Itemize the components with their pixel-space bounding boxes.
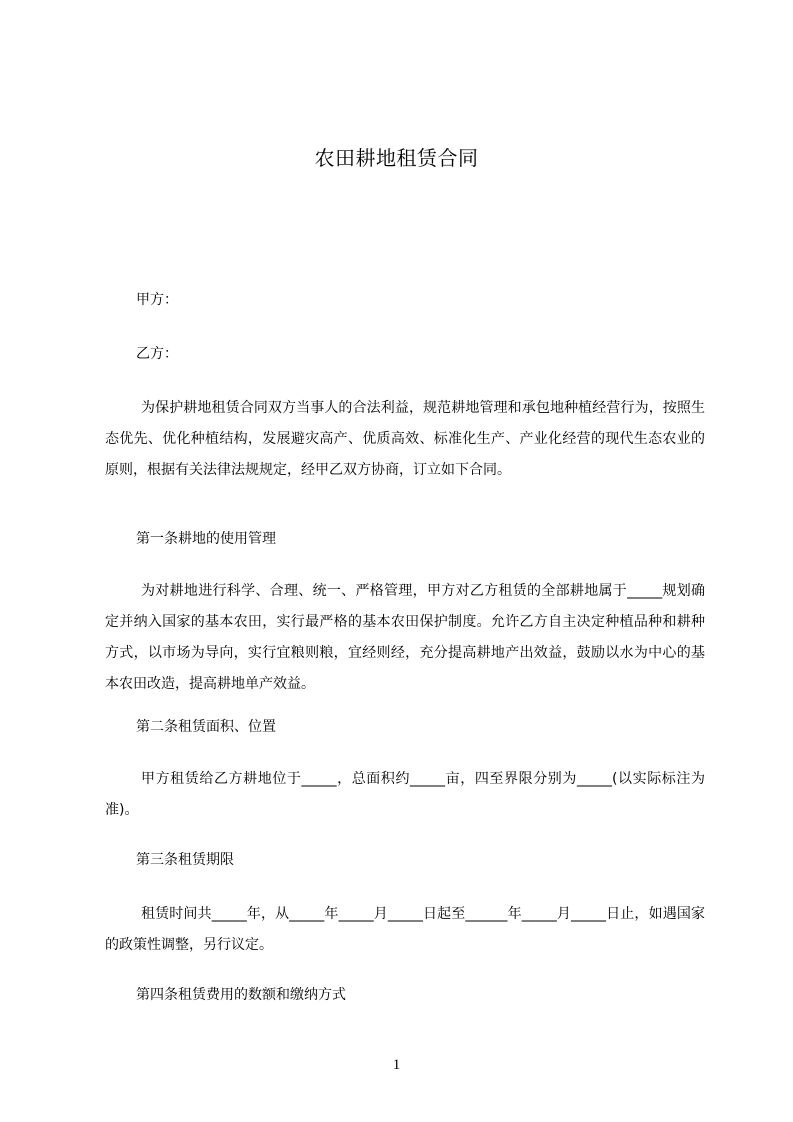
document-title: 农田耕地租赁合同 [314,146,479,170]
article-2-body: 甲方租赁给乙方耕地位于_____，总面积约_____亩，四至界限分别为_____(以实际标注为准)。 [105,771,705,818]
article-1-body: 为对耕地进行科学、合理、统一、严格管理，甲方对乙方租赁的全部耕地属于_____规划确定并纳入国家的基本农田，实行最严格的基本农田保护制度。允许乙方自主决定种植品种和耕种方式，以市场为导向，实行宜粮则粮，宜经则经，充分提高耕地产出效益，鼓励以水为中心的基本农田改造，提高耕地单产效益。 [105,583,705,692]
party-b-label: 乙方： [136,346,178,362]
article-3-body: 租赁时间共_____年，从_____年_____月_____日起至______年_____月_____日止，如遇国家的政策性调整，另行议定。 [105,906,705,953]
page-number: 1 [392,1057,401,1073]
party-a-label: 甲方： [136,292,178,308]
preamble-paragraph: 为保护耕地租赁合同双方当事人的合法利益，规范耕地管理和承包地种植经营行为，按照生态优先、优化种植结构，发展避灾高产、优质高效、标准化生产、产业化经营的现代生态农业的原则，根据有关法律法规规定，经甲乙双方协商，订立如下合同。 [105,400,705,478]
article-4-heading: 第四条租赁费用的数额和缴纳方式 [136,987,346,1003]
article-2-heading: 第二条租赁面积、位置 [136,719,276,735]
article-1-heading: 第一条耕地的使用管理 [136,531,276,547]
article-3-heading: 第三条租赁期限 [136,852,234,868]
